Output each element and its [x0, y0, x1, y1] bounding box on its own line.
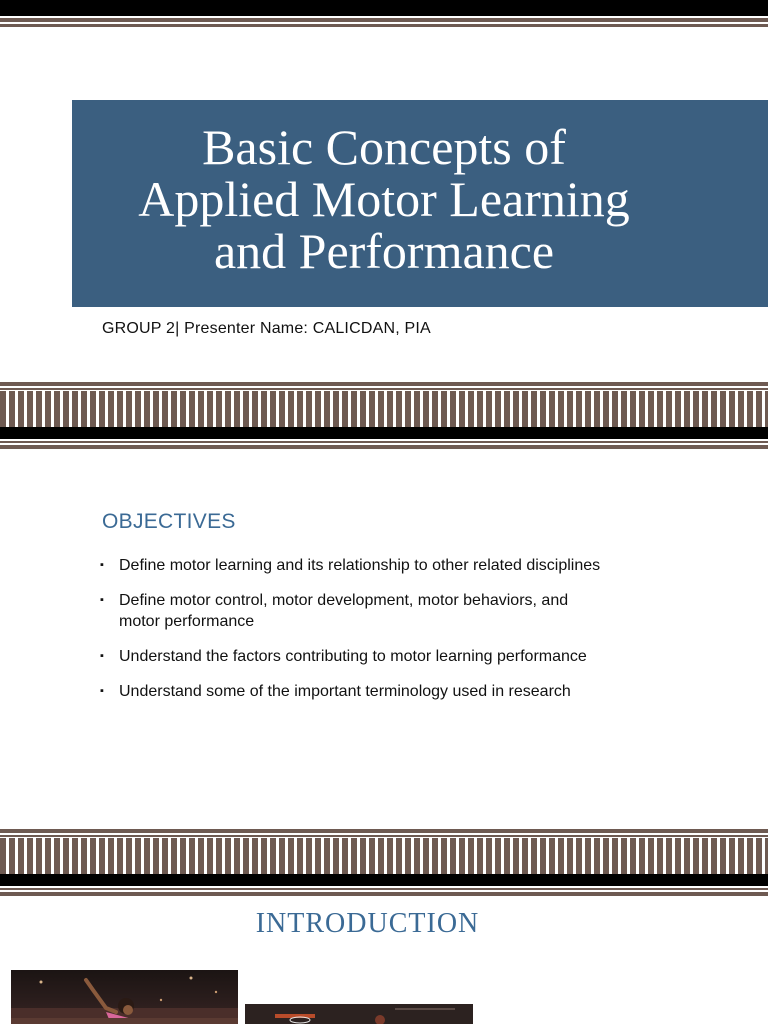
presenter-subtitle: GROUP 2| Presenter Name: CALICDAN, PIA	[102, 320, 431, 337]
gymnast-photo	[11, 970, 238, 1024]
title-box	[72, 100, 768, 307]
slide-separator	[0, 382, 768, 452]
title-line: and Performance	[213, 222, 555, 279]
bullet-icon: ▪	[100, 594, 104, 606]
list-item: ▪ Understand some of the important terminology used in research	[100, 683, 571, 700]
bullet-icon: ▪	[100, 685, 104, 697]
top-border-line	[0, 24, 768, 27]
bullet-icon: ▪	[100, 650, 104, 662]
list-item: ▪ Define motor learning and its relationship to other related disciplines	[100, 557, 601, 574]
introduction-heading: INTRODUCTION	[255, 908, 480, 939]
objectives-heading: OBJECTIVES	[102, 510, 236, 533]
title-line: Basic Concepts of	[202, 118, 566, 175]
bullet-icon: ▪	[100, 559, 104, 571]
list-item: ▪ Define motor control, motor development, motor behaviors, and motor performance	[100, 592, 569, 630]
list-item: ▪ Understand the factors contributing to motor learning performance	[100, 648, 587, 665]
slide-separator	[0, 829, 768, 899]
basketball-photo	[245, 1004, 473, 1024]
slide-title	[84, 118, 684, 279]
top-border-black	[0, 0, 768, 16]
top-border-line	[0, 18, 768, 22]
title-line: Applied Motor Learning	[138, 170, 630, 227]
objectives-list	[100, 555, 720, 716]
